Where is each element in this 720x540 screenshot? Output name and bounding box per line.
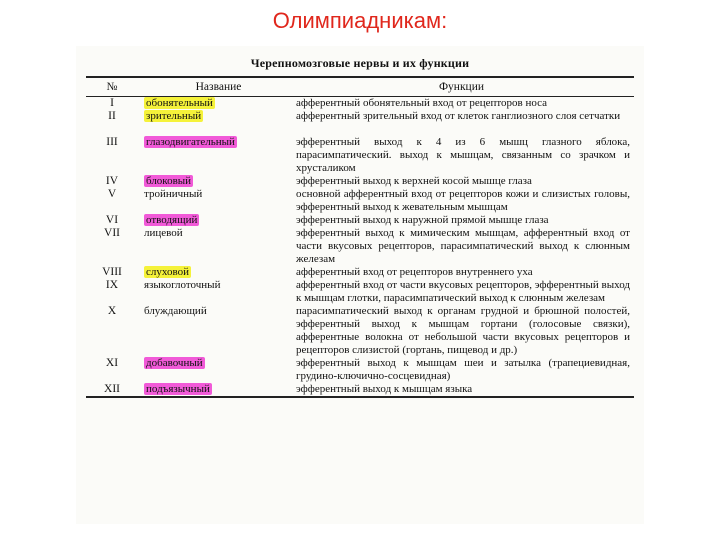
nerve-functions-cell — [293, 175, 634, 214]
nerve-number: X — [107, 305, 117, 317]
nerve-name: блоковый — [146, 175, 192, 187]
nerve-number: II — [108, 110, 116, 122]
nerve-function: афферентный вход от части вкусовых рецепторов, эфферентный выход к мышцам глотки, парасимпатический выход к слюнным железам — [296, 279, 630, 304]
nerve-number: VI — [105, 214, 119, 226]
table-row — [86, 266, 634, 305]
nerve-name-cell — [138, 266, 293, 305]
header-number: № — [106, 80, 118, 93]
nerve-number-cell — [86, 136, 138, 175]
nerve-function: эфферентный выход к мимическим мышцам, афферентный вход от части вкусовых рецепторов, парасимпатический выход к слюнным железам — [296, 227, 630, 265]
nerve-name-cell — [138, 214, 293, 266]
scanned-table-image — [76, 46, 644, 524]
nerve-name-cell — [138, 97, 293, 137]
nerve-function: афферентный обонятельный вход от рецепторов носа — [296, 97, 548, 109]
nerve-function: основной афферентный вход от рецепторов кожи и слизистых головы, эфферентный выход к жевательным мышцам — [296, 188, 630, 213]
nerve-name: лицевой — [144, 227, 183, 239]
header-functions: Функции — [438, 80, 485, 93]
nerve-name: тройничный — [144, 188, 203, 200]
nerve-name: отводящий — [146, 214, 198, 226]
nerve-function: эфферентный выход к мышцам шеи и затылка (трапециевидная, грудино-ключично-сосцевидная) — [296, 357, 630, 382]
nerve-number: III — [106, 136, 118, 148]
nerve-number: VII — [104, 227, 120, 239]
table-row — [86, 357, 634, 383]
nerve-function: афферентный зрительный вход от клеток ганглиозного слоя сетчатки — [296, 110, 621, 122]
nerve-function: эфферентный выход к наружной прямой мышце глаза — [296, 214, 549, 226]
nerve-name-line — [144, 136, 290, 149]
table-row — [86, 214, 634, 266]
nerve-name-line — [144, 188, 290, 201]
table-title: Черепномозговые нервы и их функции — [250, 56, 470, 70]
table-row — [86, 136, 634, 175]
header-name: Название — [195, 80, 242, 93]
nerve-name-line — [144, 266, 290, 279]
nerve-functions-cell — [293, 383, 634, 397]
nerve-name: добавочный — [146, 357, 203, 369]
table-row — [86, 175, 634, 214]
nerve-functions-cell — [293, 97, 634, 137]
nerve-name: блуждающий — [144, 305, 207, 317]
nerve-name-cell — [138, 305, 293, 357]
nerve-name-cell — [138, 136, 293, 175]
nerve-name-line — [144, 175, 290, 188]
nerve-number-cell — [86, 266, 138, 305]
nerve-name-cell — [138, 383, 293, 397]
table-header-row — [86, 77, 634, 97]
table-row — [86, 97, 634, 137]
nerve-number: I — [110, 97, 114, 109]
nerve-number: IV — [105, 175, 119, 187]
nerve-name: языкоглоточный — [144, 279, 221, 291]
nerve-number: V — [107, 188, 117, 200]
nerve-number: XI — [105, 357, 119, 369]
nerve-function: афферентный вход от рецепторов внутреннего уха — [296, 266, 533, 278]
nerve-number-cell — [86, 357, 138, 383]
nerve-number: VIII — [102, 266, 122, 278]
nerve-number-cell — [86, 305, 138, 357]
nerve-name-line — [144, 97, 290, 110]
nerve-name-line — [144, 227, 290, 240]
nerve-number-cell — [86, 175, 138, 214]
nerve-name-line — [144, 214, 290, 227]
nerve-name: глазодвигательный — [146, 136, 235, 148]
nerve-number-cell — [86, 214, 138, 266]
nerve-name-cell — [138, 175, 293, 214]
nerve-function: эфферентный выход к верхней косой мышце глаза — [296, 175, 532, 187]
table-body — [86, 97, 634, 398]
nerve-name: зрительный — [146, 110, 202, 122]
nerve-functions-cell — [293, 357, 634, 383]
nerve-number: IX — [105, 279, 119, 291]
nerve-number: XII — [104, 383, 120, 395]
nerve-functions-cell — [293, 305, 634, 357]
nerve-name-line — [144, 110, 290, 123]
nerve-name-line — [144, 383, 290, 396]
cranial-nerves-table — [86, 76, 634, 398]
nerve-number-cell — [86, 97, 138, 137]
nerve-number-cell — [86, 383, 138, 397]
nerve-name-line — [144, 357, 290, 370]
nerve-name-line — [144, 305, 290, 318]
slide-title: Олимпиадникам: — [272, 8, 448, 33]
nerve-functions-cell — [293, 266, 634, 305]
nerve-functions-cell — [293, 136, 634, 175]
nerve-function: парасимпатический выход к органам грудной и брюшной полостей, эфферентный выход к мышцам гортани (голосовые связки), афферентные волокна от небольшой части вкусовых рецепторов и рецепторов слизистой (гортань, пищевод и др.) — [296, 305, 630, 356]
nerve-functions-cell — [293, 214, 634, 266]
nerve-function: эфферентный выход к мышцам языка — [296, 383, 473, 395]
nerve-name: обонятельный — [146, 97, 213, 109]
nerve-name-cell — [138, 357, 293, 383]
table-row — [86, 383, 634, 397]
nerve-name-line — [144, 279, 290, 292]
nerve-function: эфферентный выход к 4 из 6 мышц глазного яблока, парасимпатический. выход к мышцам, связанным со зрачком и хрусталиком — [296, 136, 630, 174]
nerve-name: подъязычный — [146, 383, 210, 395]
nerve-name: слуховой — [146, 266, 189, 278]
table-row — [86, 305, 634, 357]
